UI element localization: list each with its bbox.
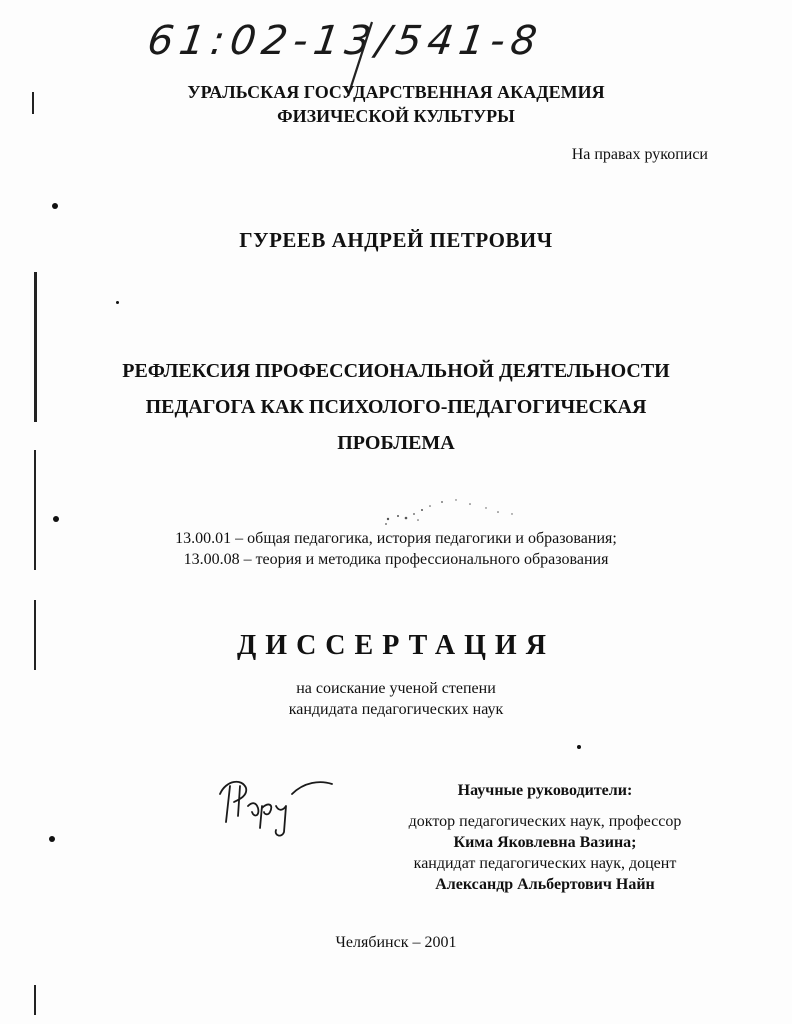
- organization-line-2: ФИЗИЧЕСКОЙ КУЛЬТУРЫ: [277, 106, 515, 126]
- degree-line-1: на соискание ученой степени: [296, 680, 496, 697]
- specialty-codes: [0, 528, 792, 570]
- title-line-2: ПЕДАГОГА КАК ПСИХОЛОГО-ПЕДАГОГИЧЕСКАЯ: [145, 396, 647, 418]
- supervisor-2-title: кандидат педагогических наук, доцент: [413, 855, 677, 872]
- organization-line-1: УРАЛЬСКАЯ ГОСУДАРСТВЕННАЯ АКАДЕМИЯ: [187, 82, 605, 102]
- scan-edge-mark: [34, 985, 36, 1015]
- rights-note: На правах рукописи: [571, 146, 708, 163]
- handwritten-catalog-code: 61:02-13/541-8: [144, 18, 546, 64]
- dissertation-title: [0, 353, 792, 461]
- degree-line-2: кандидата педагогических наук: [288, 701, 504, 718]
- degree-statement: [0, 678, 792, 720]
- scan-dot: [116, 301, 119, 304]
- organization-header: [0, 80, 792, 128]
- supervisor-1-title: доктор педагогических наук, профессор: [408, 813, 682, 830]
- scan-edge-mark: [34, 600, 36, 670]
- supervisors-heading: Научные руководители:: [457, 782, 633, 799]
- specialty-line-2: 13.00.08 – теория и методика профессионального образования: [183, 551, 609, 568]
- scan-dot: [577, 745, 581, 749]
- author-signature: [208, 772, 338, 842]
- scientific-supervisors: [355, 780, 735, 895]
- scan-dot: [53, 516, 59, 522]
- scan-dot: [49, 836, 55, 842]
- scan-edge-mark: [32, 92, 34, 114]
- document-type-heading: ДИССЕРТАЦИЯ: [237, 630, 555, 661]
- scan-dot: [52, 203, 58, 209]
- author-name: ГУРЕЕВ АНДРЕЙ ПЕТРОВИЧ: [239, 228, 553, 252]
- supervisor-2-name: Александр Альбертович Найн: [435, 876, 655, 893]
- city-and-year: Челябинск – 2001: [335, 934, 457, 951]
- title-line-3: ПРОБЛЕМА: [337, 432, 455, 454]
- title-line-1: РЕФЛЕКСИЯ ПРОФЕССИОНАЛЬНОЙ ДЕЯТЕЛЬНОСТИ: [122, 360, 670, 382]
- scan-speckles: [378, 494, 528, 528]
- scan-edge-mark: [34, 450, 36, 570]
- specialty-line-1: 13.00.01 – общая педагогика, история педагогики и образования;: [175, 530, 617, 547]
- supervisor-1-name: Кима Яковлевна Вазина;: [453, 834, 637, 851]
- scan-edge-mark: [34, 272, 37, 422]
